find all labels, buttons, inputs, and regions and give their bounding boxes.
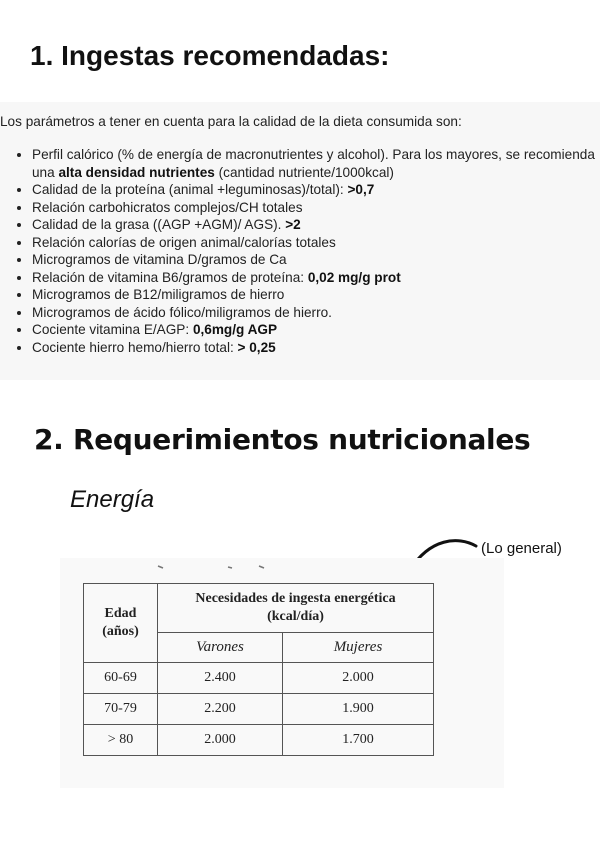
parameter-item	[32, 181, 600, 199]
parameter-text: Microgramos de B12/miligramos de hierro	[32, 287, 285, 302]
parameter-text: Relación calorías de origen animal/calorías totales	[32, 234, 336, 250]
needs-header	[158, 584, 434, 633]
needs-header-line1: Necesidades de ingesta energética	[195, 591, 396, 606]
age-header	[84, 584, 158, 663]
men-cell: 2.000	[158, 725, 283, 756]
parameter-text: Cociente vitamina E/AGP:	[32, 322, 193, 337]
energy-table-image	[60, 558, 504, 788]
age-header-line2: (años)	[102, 624, 139, 639]
table-row	[84, 694, 434, 725]
men-cell: 2.400	[158, 663, 283, 694]
parameter-text: Microgramos de ácido fólico/miligramos de hierro.	[32, 304, 332, 320]
parameters-list	[12, 146, 600, 356]
parameter-item	[32, 321, 600, 339]
women-cell: 1.700	[283, 725, 434, 756]
table-row	[84, 725, 434, 756]
parameter-item	[32, 269, 600, 287]
age-cell: 60-69	[84, 663, 158, 694]
parameter-text: Calidad de la grasa ((AGP +AGM)/ AGS).	[32, 217, 286, 232]
table-row	[84, 663, 434, 694]
parameter-text: Cociente hierro hemo/hierro total:	[32, 339, 238, 355]
age-cell: 70-79	[84, 694, 158, 725]
intro-text: Los parámetros a tener en cuenta para la calidad de la dieta consumida son:	[0, 114, 462, 129]
parameter-text: Relación de vitamina B6/gramos de proteína:	[32, 269, 308, 285]
parameter-item	[32, 146, 600, 181]
scan-residue-marks	[60, 558, 504, 572]
parameter-value: >2	[285, 217, 301, 232]
needs-header-line2: (kcal/día)	[267, 609, 324, 624]
parameter-item	[32, 216, 600, 234]
section-1-title: 1. Ingestas recomendadas:	[30, 40, 390, 71]
parameter-value: 0,6mg/g AGP	[192, 322, 278, 337]
parameter-item	[32, 286, 600, 304]
parameter-item	[32, 339, 600, 357]
women-cell: 2.000	[283, 663, 434, 694]
parameter-item	[32, 251, 600, 269]
parameter-item	[32, 304, 600, 322]
parameter-text: Perfil calórico (% de energía de macronutrientes y alcohol). Para los mayores, se recomienda una	[32, 147, 595, 180]
parameter-value: alta densidad nutrientes	[58, 164, 215, 180]
parameter-item	[32, 199, 600, 217]
general-note: (Lo general)	[481, 540, 562, 557]
parameter-text-suffix: (cantidad nutriente/1000kcal)	[214, 164, 394, 180]
age-cell: > 80	[84, 725, 158, 756]
parameter-value: >0,7	[347, 182, 375, 197]
men-cell: 2.200	[158, 694, 283, 725]
parameter-item	[32, 234, 600, 252]
quality-parameters-box	[0, 102, 600, 380]
energy-needs-table	[83, 583, 434, 756]
women-cell: 1.900	[283, 694, 434, 725]
parameter-text: Microgramos de vitamina D/gramos de Ca	[32, 252, 287, 267]
table-body	[84, 663, 434, 756]
age-header-line1: Edad	[104, 606, 137, 621]
parameter-value: 0,02 mg/g prot	[307, 269, 401, 285]
parameter-text: Calidad de la proteína (animal +leguminosas)/total):	[32, 182, 348, 197]
energy-subtitle: Energía	[70, 486, 155, 513]
men-header: Varones	[158, 633, 283, 663]
section-2-title: 2. Requerimientos nutricionales	[34, 423, 531, 456]
parameter-value: > 0,25	[237, 339, 276, 355]
women-header: Mujeres	[283, 633, 434, 663]
parameter-text: Relación carbohicratos complejos/CH totales	[32, 199, 303, 215]
